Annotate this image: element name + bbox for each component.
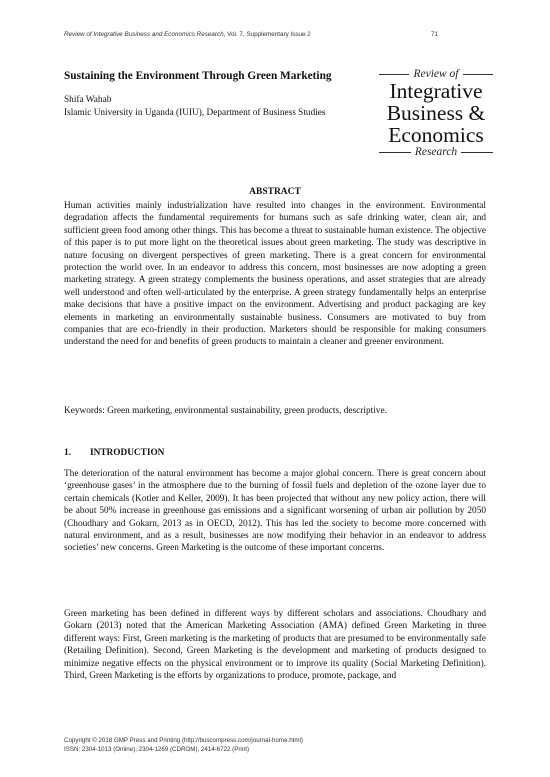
logo-word-economics: Economics	[388, 123, 484, 147]
section-heading	[64, 448, 164, 458]
logo-word-integrative: Integrative	[389, 79, 483, 103]
logo-rule-left	[379, 152, 411, 153]
issn-line: ISSN: 2304-1013 (Online); 2304-1269 (CDROM); 2414-6722 (Print)	[64, 745, 250, 753]
logo-top-text: Review of	[413, 68, 459, 80]
intro-paragraph-1: The deterioration of the natural environment has become a major global concern. There is great concern about ‘greenhouse gases’ in the atmosphere due to the burning of fossil fuels and depletion of the ozone layer due to certain chemicals (Kotler and Keller, 2009). It has been projected that without any new policy action, there will be about 50% increase in greenhouse gas emissions and a significant worsening of urban air pollution by 2050 (Choudhary and Gokarn, 2013 as in OECD, 2012). This has led the society to become more concerned with natural environment, and as a result, businesses are now modifying their behavior in an endeavor to address societies’ new concerns. Green Marketing is the outcome of these important concerns.	[64, 469, 486, 554]
journal-logo	[375, 68, 497, 158]
title-block	[64, 70, 374, 119]
section-number: 1.	[64, 448, 71, 458]
page-number: 71	[430, 31, 438, 38]
logo-bottom-text: Research	[414, 146, 458, 158]
author-affiliation: Islamic University in Uganda (IUIU), Department of Business Studies	[64, 107, 326, 118]
abstract-heading: ABSTRACT	[249, 187, 301, 197]
logo-rule-right	[461, 152, 493, 153]
logo-bottom-line	[375, 146, 497, 158]
keywords: Keywords: Green marketing, environmental sustainability, green products, descriptive.	[64, 406, 387, 416]
logo-rule-left	[379, 74, 409, 75]
journal-name: Review of Integrative Business and Economics Research	[64, 31, 224, 38]
abstract-text: Human activities mainly industrialization have resulted into changes in the environment. Environmental degradation affects the fundamental requirements for humans such as safe drinking water, clean air, and sufficient green food among other things. This has become a threat to sustainable human existence. The objective of this paper is to put more light on the theoretical issues about green marketing. The study was descriptive in nature focusing on divergent perspectives of green marketing. There is a great concern for environmental protection the world over. In an endeavor to address this concern, most businesses are now adopting a green marketing strategy. A green strategy complements the business operations, and asset strategies that are already well understood and often well-articulated by the enterprise. A green strategy fundamentally helps an enterprise make decisions that have a positive impact on the environment. Advertising and product packaging are key elements in marketing an environmentally sustainable business. Consumers are motivated to buy from companies that are eco-friendly in their production. Marketers should be responsible for making consumers understand the need for and benefits of green products to maintain a cleaner and greener environment.	[64, 201, 486, 348]
author-name: Shifa Wahab	[64, 95, 112, 105]
copyright-line: Copyright © 2018 GMP Press and Printing (http://buscompress.com/journal-home.html)	[64, 737, 303, 744]
running-header	[64, 31, 486, 38]
logo-rule-right	[463, 74, 493, 75]
logo-word-business: Business &	[386, 101, 486, 125]
paper-title: Sustaining the Environment Through Green Marketing	[64, 70, 332, 82]
section-title: INTRODUCTION	[90, 448, 165, 458]
intro-paragraph-2: Green marketing has been defined in different ways by different scholars and associations. Choudhary and Gokarn (2013) noted that the American Marketing Association (AMA) defined Green Marketing in three different ways: First, Green marketing is the marketing of products that are presumed to be environmentally safe (Retailing Definition). Second, Green Marketing is the development and marketing of products designed to minimize negative effects on the physical environment or to improve its quality (Social Marketing Definition). Third, Green Marketing is the efforts by organizations to produce, promote, package, and	[64, 609, 486, 682]
journal-issue: , Vol. 7, Supplementary Issue 2	[223, 31, 311, 38]
page-footer	[64, 737, 486, 754]
